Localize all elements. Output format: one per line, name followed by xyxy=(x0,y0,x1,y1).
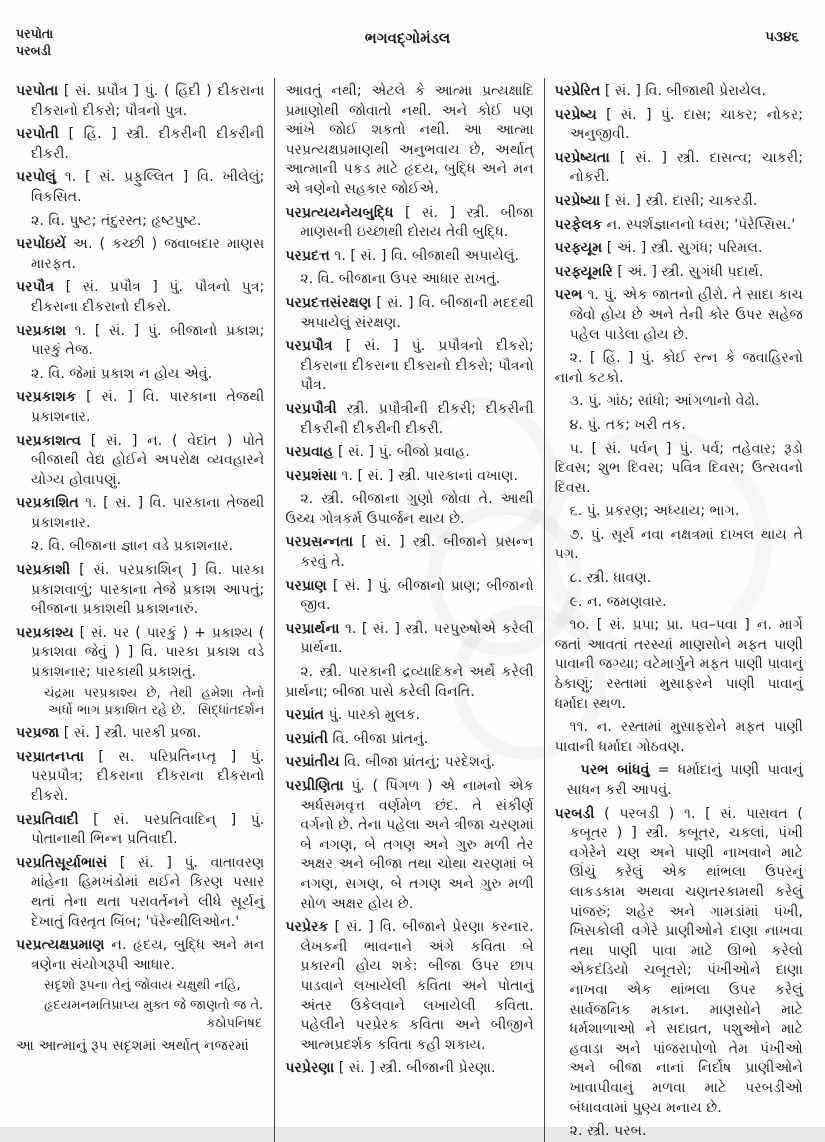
definition-text: ૧. [ સં. ] સ્ત્રી. પરપુરુષોએ કરેલી પ્રાર્થના. xyxy=(300,620,534,657)
dict-entry xyxy=(285,337,533,396)
sub-definition xyxy=(285,490,533,529)
headword: પરપ્રેષ્યા xyxy=(554,192,601,209)
headword: પરપોલું xyxy=(16,169,57,186)
dict-entry xyxy=(285,247,533,267)
dict-entry xyxy=(285,706,533,726)
headword: પરપ્રસન્નતા xyxy=(285,534,354,551)
sub-definition xyxy=(555,502,803,522)
definition-text: ૧. [ સં. પ્રફુલ્લિત ] વિ. ખીલેલું; વિકસિત. xyxy=(31,169,265,205)
sub-definition xyxy=(16,537,264,557)
dict-entry xyxy=(16,854,264,932)
headword: પરપ્રકાશત્વ xyxy=(16,432,81,449)
definition-text: ૨. વિ. બીજાના જ્ઞાન વડે પ્રકાશનાર. xyxy=(31,538,234,555)
definition-text: ૧. [ સં. ] વિ. પારકાના તેજથી પ્રકાશનાર. xyxy=(31,495,265,531)
sub-definition xyxy=(285,663,533,702)
definition-text: ૨. વિ. બીજાના ઉપર આધાર રાખતું. xyxy=(300,271,501,288)
sub-definition xyxy=(285,270,533,290)
definition-text: ૧. [ સં. ] વિ. બીજાથી અપાયેલું. xyxy=(329,247,519,264)
dict-entry xyxy=(285,533,533,572)
sub-definition xyxy=(555,392,803,412)
dict-entry xyxy=(555,239,803,259)
headword: પરપ્રકાશિત xyxy=(16,495,79,512)
definition-text: [ સં. ] પું. પ્રપૌત્રનો દીકરો; દીકરાના દીકરાના દીકરાનો દીકરો; પૌત્રનો પૌત્ર. xyxy=(300,338,534,394)
quote-source: સિદ્ધાંતદર્શન xyxy=(198,703,265,719)
headword: પરપ્રેષ્યતા xyxy=(554,149,610,166)
definition-text: ૩. પું. ગાંઠ; સાંધો; આંગળાનો વેઢો. xyxy=(569,393,760,410)
definition-text: [ સં. ] વિ. બીજાની મદદથી અપાયેલું સંરક્ષણ. xyxy=(300,294,534,331)
headword: પરપોતી xyxy=(16,126,59,143)
headword: પરપોતા xyxy=(16,83,59,99)
headword: પરપ્રકાશી xyxy=(16,562,71,579)
definition-text: [ સં. પ્રપૌત્ર ] પું. પૌત્રનો પુત્ર; દીકરાના દીકરાનો દીકરો. xyxy=(31,279,265,315)
dict-entry xyxy=(16,724,264,744)
definition-text: ૪. પું. તક; ખરી તક. xyxy=(569,416,686,433)
definition-text: આવતું નથી; એટલે કે આત્મા પ્રત્યક્ષાદિ પ્રમાણોથી જોવાતો નથી. અને કોઈ પણ આંખે જોઈ શકતો નથી. આ આત્મા પરપ્રત્યક્ષપ્રમાણથી અનુભવાય છે, અર્થાત્ આત્માની પકડ માટે હૃદય, બુદ્ધિ અને મન એ ત્રણેનો સહકાર જોઈએ. xyxy=(285,83,534,197)
headword: પરપ્રતિવાદી xyxy=(16,811,79,828)
definition-text: [ સં. ] સ્ત્રી. પારકી પ્રજા. xyxy=(59,725,202,742)
definition-text: ૨. વિ. જેમાં પ્રકાશ ન હોય એવું. xyxy=(31,365,213,382)
column-1 xyxy=(14,78,275,1142)
quote-attribution xyxy=(16,1015,264,1033)
column-3 xyxy=(545,78,813,1142)
dict-entry xyxy=(555,286,803,345)
definition-text: [ સં. ] પું. વાતાવરણ માંહેના હિમખંડોમાં થઈને કિરણ પસાર થતાં તેના થતા પરાવર્તનને લીધે સૂર્યનું દેખાતું વિસ્તૃત બિંબ; 'પૅરેન્થીલિઓન.' xyxy=(31,854,265,930)
guide-word-top: પરપોતા xyxy=(16,26,54,41)
dict-entry xyxy=(555,106,803,145)
dict-entry xyxy=(16,168,264,207)
definition-text: [ અં. ] સ્ત્રી. સુગંધી પદાર્થ. xyxy=(612,263,764,280)
dict-entry xyxy=(555,192,803,212)
definition-text: ૨. સ્ત્રી. બીજાના ગુણો જોવા તે. આથી ઉચ્ચ ગોત્રકર્મ ઉપાર્જન થાય છે. xyxy=(285,491,534,527)
headword: પરપ્રકાશક xyxy=(16,389,77,406)
headword: પરપૌત્ર xyxy=(16,279,55,296)
dict-entry xyxy=(285,400,533,439)
dict-entry xyxy=(285,620,533,659)
headword: પરભ બાંધવું xyxy=(580,762,650,779)
dict-entry xyxy=(285,577,533,616)
headword: પરપ્રપૌત્ર xyxy=(285,338,333,355)
dict-entry xyxy=(285,294,533,333)
definition-text: ૯. ન. જમણવાર. xyxy=(569,593,667,610)
definition-text: ૧. [ સં. ] પું. બીજાનો પ્રકાશ; પારકું તેજ. xyxy=(31,322,265,359)
definition-text: [ સં. પરપ્રકાશિન્ ] વિ. પારકા પ્રકાશવાળું; પારકાના તેજે પ્રકાશ આપતું; બીજાના પ્રકાશથી પ્રકાશનારું. xyxy=(31,562,265,618)
headword: પરપ્રવાહ xyxy=(285,444,334,461)
dict-entry xyxy=(285,730,533,750)
definition-text: પું. ( પિંગળ ) એ નામનો એક અર્ધસમવૃત્ત વર્ણમેળ છંદ. તે સંકીર્ણ વર્ગનો છે. તેના પહેલા અને ત્રીજા ચરણમાં બે નગણ, બે તગણ અને ગુરુ મળી તેર અક્ષર અને બીજા તથા ચોથા ચરણમાં બે નગણ, સગણ, બે તગણ અને ગુરુ મળી સોળ અક્ષર હોય છે. xyxy=(300,778,534,912)
definition-text: પું. પારકો મુલક. xyxy=(323,707,421,724)
definition-text: [ સં. ] પું. બીજો પ્રવાહ. xyxy=(333,444,470,461)
headword: પરપ્રાંતીય xyxy=(285,754,340,771)
headword: પરપ્રદત્તસંરક્ષણ xyxy=(285,294,372,311)
definition-text: ૭. પું. સૂર્ય નવા નક્ષત્રમાં દાખલ થાય તે પગ. xyxy=(554,526,803,563)
dict-entry xyxy=(285,777,533,914)
definition-text: સદૃશો રૂપના તેનું જોવાય ચક્ષુથી નહિ, xyxy=(44,978,241,994)
dict-entry xyxy=(16,322,264,361)
headword: પરપ્રદત્ત xyxy=(285,247,330,264)
dict-entry xyxy=(285,1059,533,1079)
definition-text: ન. હૃદય, બુદ્ધિ અને મન ત્રણેના સંયોગરૂપી આધાર. xyxy=(31,937,265,973)
dict-entry xyxy=(16,235,264,274)
headword: પરપ્રાતનપ્તા xyxy=(16,748,85,765)
headword: પરફેલક xyxy=(554,216,603,233)
dict-entry xyxy=(285,204,533,243)
headword: પરપ્રેરક xyxy=(285,919,329,936)
headword: પરપ્રપૌત્રી xyxy=(285,400,337,417)
headword: પરપ્રકાશ xyxy=(16,322,67,339)
dict-entry xyxy=(555,263,803,283)
sub-definition xyxy=(555,416,803,436)
quote-line xyxy=(16,997,264,1015)
dict-entry xyxy=(16,432,264,491)
definition-text: વિ. બીજા પ્રાંતનું; પરદેશનું. xyxy=(339,754,496,771)
definition-text: [ સં. ] સ્ત્રી. બીજાને પ્રસન્ન કરવું તે. xyxy=(300,534,534,571)
definition-text: [ સં. ] ન. ( વેદાંત ) પોતે બીજાથી વેદ્ય હોઈને અપરોક્ષ વ્યવહારને યોગ્ય હોવાપણું. xyxy=(31,432,265,488)
headword: પરપ્રેરિત xyxy=(554,83,601,99)
guide-word-bottom: પરબડી xyxy=(16,42,52,58)
continuation-text xyxy=(285,82,533,200)
sub-definition xyxy=(555,616,803,714)
definition-text: [ સં. પર ( પારકું ) + પ્રકાશ્ય ( પ્રકાશવા જેવું ) ] વિ. પારકા પ્રકાશ વડે પ્રકાશનાર; પારકાથી પ્રકાશતું. xyxy=(31,624,265,681)
headword: પરબડી xyxy=(554,805,595,822)
definition-text: [ અં. ] સ્ત્રી. સુગંધ; પરિમલ. xyxy=(602,240,763,257)
definition-text: ૫. [ સં. પર્વન્ ] પું. પર્વ; તહેવાર; રૂડો દિવસ; શુભ દિવસ; પવિત્ર દિવસ; ઉત્સવનો દિવસ. xyxy=(554,440,803,496)
sub-definition xyxy=(555,526,803,565)
definition-text: ૮. સ્ત્રી. ધાવણ. xyxy=(569,570,652,587)
definition-text: ૨. [ હિં. ] પું. કોઈ રત્ન કે જવાહિરનો નાનો કટકો. xyxy=(554,350,803,386)
definition-text: [ સં. ] વિ. બીજાથી પ્રેરાયેલ. xyxy=(600,83,766,99)
headword: પરપ્રેરણા xyxy=(285,1060,335,1077)
definition-text: આ આત્માનું રૂપ સદૃશમાં અર્થાત્ નજરમાં xyxy=(16,1038,249,1054)
dict-entry xyxy=(16,494,264,533)
definition-text: [ સં. ] વિ. બીજાને પ્રેરણા કરનાર. લેખકની ભાવનાને અંગે કવિતા બે પ્રકારની હોય શકે: બીજા ઉપર છાપ પાડવાને લખાયેલી કવિતા અને પોતાનું અંતર ઉકેલવાને લખાયેલી કવિતા. પહેલીને પરપ્રેરક કવિતા અને બીજીને આત્મપ્રદર્શક કવિતા કહી શકાય. xyxy=(300,919,534,1053)
column-2 xyxy=(275,78,544,1142)
definition-text: [ સં. પ્રપૌત્ર ] પું. ( હિંદી ) દીકરાના દીકરાનો દીકરો; પૌત્રનો પુત્ર. xyxy=(31,83,265,119)
headword: પરપોંઇયેં xyxy=(16,236,67,253)
headword: પરફ્યૂમ xyxy=(554,240,603,257)
guide-words xyxy=(16,26,146,60)
headword: પરપ્રત્યયનેયબુદ્ધિ xyxy=(285,204,394,221)
sub-definition xyxy=(555,440,803,499)
dict-entry xyxy=(16,278,264,317)
dict-entry xyxy=(285,467,533,487)
dict-entry xyxy=(16,561,264,620)
definition-text: [ સં. પરપ્રતિવાદિન્ ] પું. પોતાનાથી ભિન્ન પ્રતિવાદી. xyxy=(31,811,265,848)
page-header xyxy=(0,0,825,72)
sub-definition xyxy=(555,593,803,613)
headword: પરફ્યૂમરિ xyxy=(554,263,613,280)
text-columns xyxy=(0,72,825,1142)
definition-text: [ સ. પરિપ્રતિનપ્તૃ ] પું. પરપ્રપૌત્ર; દીકરાના દીકરાના દીકરાનો દીકરો. xyxy=(31,748,265,804)
definition-text: ૧૧. ન. રસ્તામાં મુસાફરોને મફત પાણી પાવાની ધર્માદા ગોઠવણ. xyxy=(554,719,803,755)
definition-text: અ. ( કચ્છી ) જવાબદાર માણસ મારફત. xyxy=(31,236,265,272)
definition-text: ન. સ્પર્શજ્ઞાનનો ધ્વંસ; 'પૅરેપ્સિસ.' xyxy=(602,216,796,233)
sub-definition xyxy=(555,569,803,589)
definition-text: [ સં. ] સ્ત્રી. બીજાની પ્રેરણા. xyxy=(334,1060,496,1077)
page-title: ભગવદ્ગોમંડલ xyxy=(364,29,451,47)
dict-entry xyxy=(16,936,264,975)
dict-entry xyxy=(16,624,264,683)
dict-entry xyxy=(555,149,803,188)
sub-definition xyxy=(16,365,264,385)
headword: પરપ્રીણિતા xyxy=(285,778,344,794)
definition-text: ૨. સ્ત્રી. પારકાની દ્રવ્યાદિકને અર્થે કરેલી પ્રાર્થના; બીજા પાસે કરેલી વિનતિ. xyxy=(285,664,534,700)
headword: પરપ્રકાશ્ય xyxy=(16,624,74,641)
definition-text: ૬. પું. પ્રકરણ; અધ્યાય; ભાગ. xyxy=(569,503,740,520)
headword: પરપ્રેષ્ય xyxy=(554,106,597,123)
page-number: ૫૩૪૬ xyxy=(765,29,799,45)
definition-text: [ સં. ] સ્ત્રી. દાસત્વ; ચાકરી; નોકરી. xyxy=(569,149,803,186)
definition-text: સ્ત્રી. પ્રપૌત્રીની દીકરી; દીકરીની દીકરીની દીકરીની દીકરી. xyxy=(300,400,534,437)
quote-line xyxy=(16,977,264,995)
definition-text: = ધર્માદાનું પાણી પાવાનું સાધન કરી આપવું. xyxy=(566,762,803,798)
dict-entry xyxy=(285,443,533,463)
dict-entry xyxy=(555,805,803,1119)
definition-text: [ સં. ] વિ. પારકાના તેજથી પ્રકાશનાર. xyxy=(31,389,265,425)
dict-entry xyxy=(16,748,264,807)
dict-entry xyxy=(16,82,264,121)
dict-entry xyxy=(285,753,533,773)
dict-entry xyxy=(555,82,803,102)
definition-text: [ સં. ] પું. દાસ; ચાકર; નોકર; અનુજીવી. xyxy=(569,106,803,143)
definition-text: કઠોપનિષદ xyxy=(206,1015,263,1031)
definition-text: ૨. વિ. પુષ્ટ; તંદુરસ્ત; હૃષ્ટપુષ્ટ. xyxy=(31,212,202,229)
continuation-text xyxy=(16,1037,264,1057)
headword: પરપ્રાંતી xyxy=(285,730,329,747)
definition-text: [ સં. ] સ્ત્રી. બીજા માણસની ઇચ્છાથી દોરાય તેવી બુદ્ધિ. xyxy=(300,204,534,241)
dict-entry xyxy=(16,388,264,427)
definition-text: [ સં. ] સ્ત્રી. દાસી; ચાકરડી. xyxy=(600,192,758,209)
quote-line xyxy=(16,685,264,721)
sub-definition xyxy=(16,212,264,232)
definition-text: ચંદ્રમા પરપ્રકાશ્ય છે, તેથી હમેશા તેનો અર્ધો ભાગ પ્રકાશિત રહે છે. xyxy=(44,685,265,719)
definition-text: ૧૦. [ સં. પ્રપા; પ્રા. પવ–પવા ] ન. માર્ગે જતાં આવતાં તરસ્યાં માણસોને મફત પાણી પાવાની જગ્યા; વટેમાર્ગુને મફત પાણી પાવાનું ઠેકાણું; રસ્તામાં મુસાફરને પાણી પાવાનું ધર્માદા સ્થળ. xyxy=(554,617,803,712)
definition-text: વિ. બીજા પ્રાંતનું. xyxy=(328,730,429,747)
definition-text: [ સં. ] પું. બીજાનો પ્રાણ; બીજાનો જીવ. xyxy=(300,577,534,614)
definition-text: ( પરબડી ) ૧. [ સં. પારાવત ( કબૂતર ) ] સ્ત્રી. કબૂતર, ચકલાં, પંખી વગેરેને ચણ અને પાણી નાખવાને માટે ઊંચું કરેલું એક થાંભલા ઉપરનું લાકડકામ અથવા ચણતરકામથી કરેલું પાંજરું; શહેર અને ગામડાંમાં પંખી, ખિસકોલી વગેરે પ્રાણીઓને દાણા નાખવા તથા પાણી પાવા માટે ઊભો કરેલો એકદંડિયો ચબૂતરો; પંખીઓને દાણા નાખવા એક થાંભલા ઉપર કરેલું સાર્વજનિક મકાન. માણસોને માટે ધર્મશાળાઓ ને સદાવ્રત, પશુઓને માટે હવાડા અને પાંજરાપોળો તેમ પંખીઓ અને બીજા નાનાં નિર્દોષ પ્રાણીઓને ખાવાપીવાનું મળવા માટે પરબડીઓ બંધાવવામાં પુણ્ય મનાય છે. xyxy=(569,805,803,1116)
headword: પરપ્રાંત xyxy=(285,707,324,724)
definition-text: ૧. પું. એક જાતનો હીરો. તે સાદા કાચ જેવો હોય છે અને તેની કોર ઉપર સહેજ પહેલ પાડેલા હોય છે. xyxy=(569,287,803,343)
headword: પરપ્રજા xyxy=(16,725,60,742)
headword: પરપ્રાણ xyxy=(285,577,327,594)
dict-entry xyxy=(285,918,533,1055)
definition-text: ૨. સ્ત્રી. પરબ. xyxy=(569,1123,647,1140)
headword: પરપ્રાર્થના xyxy=(285,620,340,637)
idiom-line xyxy=(555,761,803,800)
headword: પરપ્રતિસૂર્યાભાસં xyxy=(16,854,108,871)
definition-text: [ હિં. ] સ્ત્રી. દીકરીની દીકરીની દીકરી. xyxy=(31,126,265,162)
dict-entry xyxy=(555,216,803,236)
dict-entry xyxy=(16,125,264,164)
definition-text: હૃદયમનમતિપ્રાપ્ય મુક્ત જે જાણતો જ તે. xyxy=(44,998,264,1014)
headword: પરભ xyxy=(554,287,583,304)
definition-text: ૧. [ સં. ] સ્ત્રી. પારકાનાં વખાણ. xyxy=(337,467,519,484)
dict-entry xyxy=(16,811,264,850)
headword: પરપ્રશંસા xyxy=(285,467,337,484)
sub-definition xyxy=(555,1122,803,1142)
headword: પરપ્રત્યક્ષપ્રમાણ xyxy=(16,937,105,954)
sub-definition xyxy=(555,349,803,388)
sub-definition xyxy=(555,718,803,757)
